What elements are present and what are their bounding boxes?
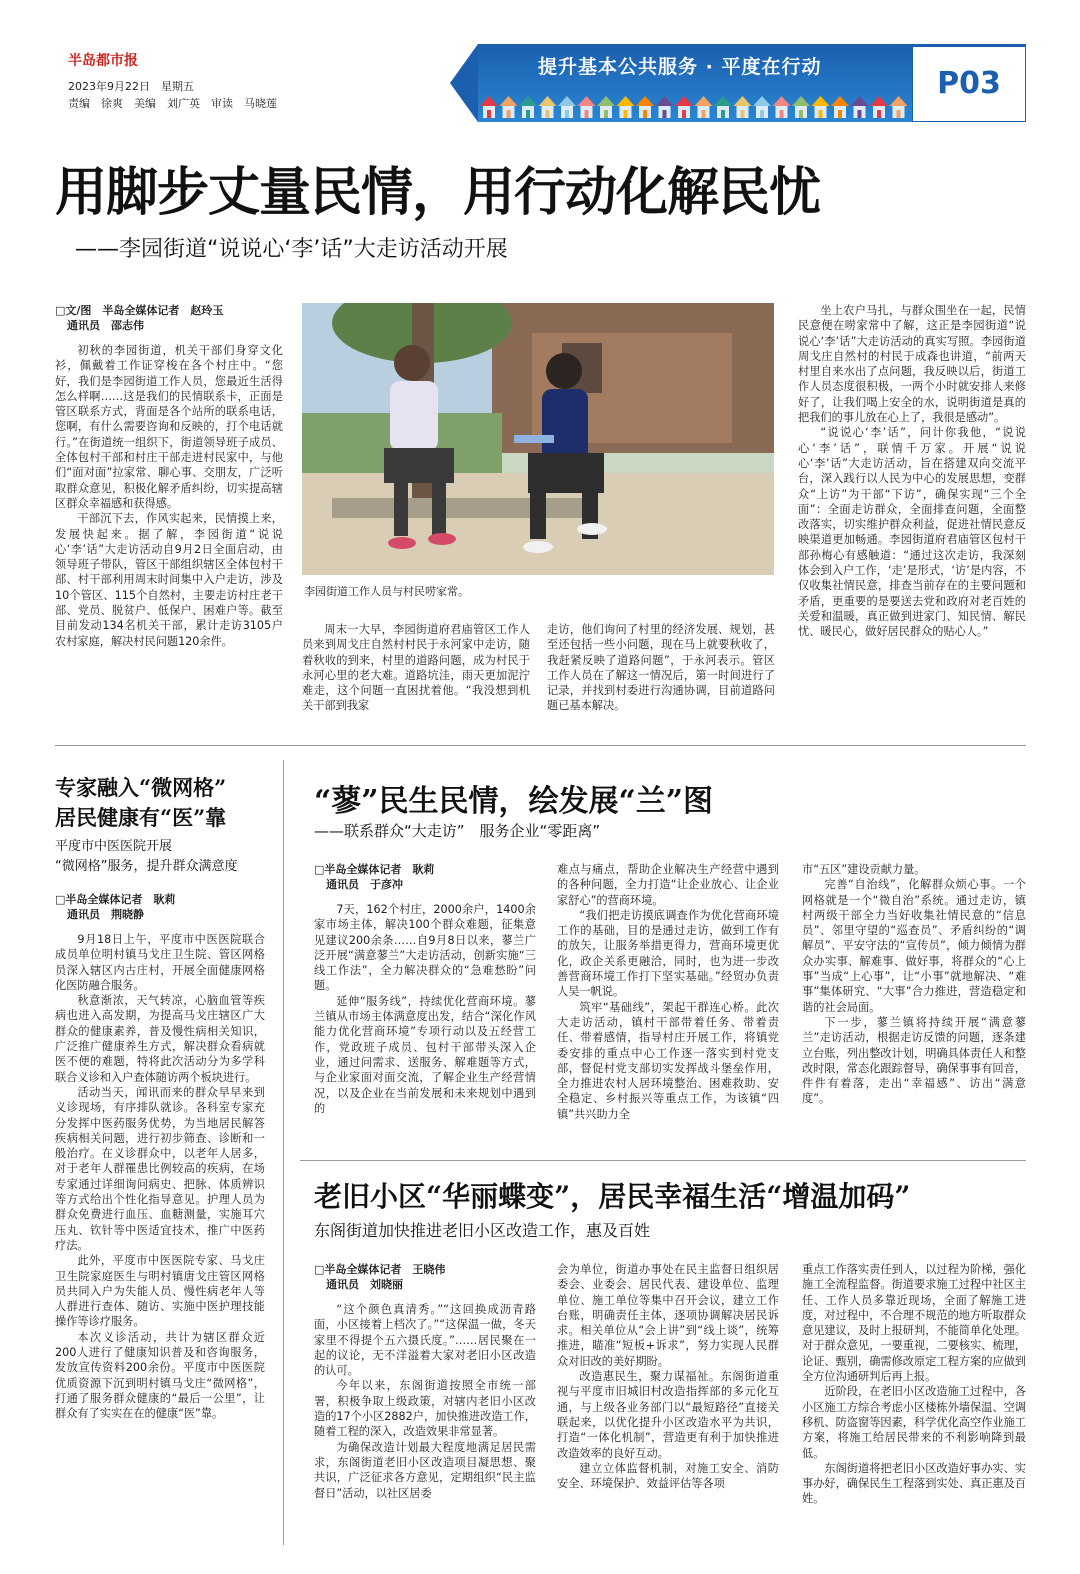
lead-subheadline: ——李园街道“说说心‘李’话”大走访活动开展 [75,237,508,262]
lead-paragraph: 走访，他们询问了村里的经济发展、规划，甚至还包括一些小问题，现在马上就要秋收了，我赶紧反映了道路问题”，于永河表示。管区工作人员在了解这一情况后，第一时间进行了记录，并找到村委进行沟通协调，目前道路问题已基本解决。 [547,623,775,713]
story4-paragraph: 建立立体监督机制，对施工安全、消防安全、环境保护、效益评估等各项 [557,1461,779,1491]
banner-title: 提升基本公共服务 · 平度在行动 [538,56,822,78]
story4-subtitle: 东阁街道加快推进老旧小区改造工作，惠及百姓 [314,1221,651,1240]
story4-paragraph: 改造惠民生，聚力谋福祉。东阁街道重视与平度市旧城旧村改造指挥部的多元化互通，与上级各业务部门以“最短路径”直接关联起来，以优化提升小区改造水平为共识，打造“一体化机制”，营造更有利于加快推进改造效率的良好互动。 [557,1370,779,1460]
house-icon [831,96,849,118]
lead-paragraph: 干部沉下去，作风实起来，民情摸上来，发展快起来。据了解，李园街道“说说心‘李’话”大走访活动自9月2日全面启动，由领导班子带队，管区干部组织辖区全体包村干部、村干部利用周末时间集中入户走访，涉及10个管区、115个自然村，主要走访村庄老干部、党员、脱贫户、低保户、困难户等。截至目前发动134名机关干部，累计走访3105户农村家庭，解决村民问题120余件。 [55,512,283,648]
story3-paragraph: 难点与痛点，帮助企业解决生产经营中遇到的各种问题，全力打造“让企业放心、让企业家舒心”的营商环境。 [557,863,779,907]
story4-paragraph: 东阁街道将把老旧小区改造好事办实、实事办好，确保民生工程落到实处、真正惠及百姓。 [802,1461,1026,1506]
story3-byline-reporter: □半岛全媒体记者 耿莉 [314,863,435,876]
house-icon [617,96,635,118]
column-divider [283,760,284,1545]
lead-byline-correspondent: 通讯员 邵志伟 [67,319,144,332]
story3-paragraph: “我们把走访摸底调查作为优化营商环境工作的基础，目的是通过走访，做到工作有的放矢，让服务举措更得力，营商环境更优化，政企关系更融洽，同时，也为进一步改善营商环境工作打下坚实基础。”经贸办负责人吴一帆说。 [557,908,779,999]
section-divider [300,1160,1026,1161]
story3-column-1 [314,862,536,1152]
house-icon [480,96,498,118]
editors-line: 责编 徐爽 美编 刘广英 审读 马晓莲 [68,97,277,110]
story2-byline-correspondent: 通讯员 荆晓静 [67,908,144,921]
story2-paragraph: 活动当天，闻讯而来的群众早早来到义诊现场，有序排队就诊。各科室专家充分发挥中医药服务优势，为当地居民解答疾病相关问题，进行初步筛查、诊断和一般治疗。在义诊群众中，以老年人居多，对于老年人群罹患比例较高的疾病，在场专家通过详细询问病史、把脉、体质辨识等方式给出个性化指导意见。护理人员为群众免费进行血压、血糖测量，实施耳穴压丸、钦针等中医适宜技术，推广中医药疗法。 [55,1085,265,1252]
house-icon [773,96,791,118]
story2-body [55,892,265,1537]
story4-paragraph: 为确保改造计划最大程度地满足居民需求，东阁街道老旧小区改造项目凝思想、聚共识，广泛征求各方意见，定期组织“民主监督日”活动，以社区居委 [314,1440,536,1500]
story3-byline-correspondent: 通讯员 于彦冲 [326,878,403,891]
photo-illustration [302,303,774,575]
story2-paragraph: 秋意渐浓，天气转凉，心脑血管等疾病也进入高发期，为提高马戈庄辖区广大群众的健康素养，普及慢性病相关知识，广泛推广健康养生方式，解决群众看病就医不便的难题，特将此次活动分为多学科联合义诊和入户查体随访两个板块进行。 [55,994,265,1084]
house-icon [519,96,537,118]
story3-paragraph: 市“五区”建设贡献力量。 [802,863,926,876]
story3-paragraph: 7天，162个村庄，2000余户，1400余家市场主体，解决100个群众难题，征集意见建议200余条……自9月8日以来，蓼兰广泛开展“满意蓼兰”大走访活动，创新实施“三线工作法”，全力解决群众的“急难愁盼”问题。 [314,903,536,993]
lead-photo [302,303,774,575]
story4-paragraph: 重点工作落实责任到人，以过程为阶梯，强化施工全流程监督。街道要求施工过程中社区主任、工作人员多靠近现场，全面了解施工进度，对过程中，不合理不规范的地方听取群众意见建议，及时上报研判，不能简单化处理。对于群众意见，一要重视，二要核实、梳理，论证、甄别，确需修改原定工程方案的应做到全方位沟通研判后再上报。 [802,1263,1026,1384]
story3-subtitle: ——联系群众“大走访” 服务企业“零距离” [314,822,601,840]
lead-column-4 [798,303,1026,723]
story2-byline-reporter: □半岛全媒体记者 耿莉 [55,893,176,906]
story2-subtitle-line2: “微网格”服务，提升群众满意度 [55,859,238,874]
story2-paragraph: 此外，平度市中医医院专家、马戈庄卫生院家庭医生与明村镇唐戈庄管区网格员共同入户为失能人员、慢性病老年人等人群进行查体、随访、实施中医护理技能操作等诊疗服务。 [55,1254,265,1329]
story4-paragraph: “这个颜色真清秀。”“这回换成沥青路面，小区接着上档次了。”“这保温一做，冬天家里不得提个五六摄氏度。”……居民聚在一起的议论，无不洋溢着大家对老旧小区改造的认可。 [314,1303,536,1378]
story2-title-line1: 专家融入“微网格” [55,775,227,800]
house-icon [890,96,908,118]
story4-column-3 [802,1262,1026,1542]
house-icon [558,96,576,118]
story3-paragraph: 下一步，蓼兰镇将持续开展“满意蓼兰”走访活动，根据走访反馈的问题，逐条建立台账，列出整改计划，明确具体责任人和整改时限，常态化跟踪督导，确保事事有回音，件件有着落，走出“幸福感”、访出“满意度”。 [802,1015,1026,1106]
story3-paragraph: 筑牢“基础线”，架起干群连心桥。此次大走访活动，镇村干部带着任务、带着责任、带着感情，指导村庄开展工作，将镇党委安排的重点中心工作逐一落实到村党支部，督促村党支部切实发挥战斗堡垒作用，全力推进农村人居环境整治、困难救助、安全稳定、乡村振兴等重点工作，为该镇“四镇”共兴助力全 [557,1000,779,1121]
story3-column-3 [802,862,1026,1152]
lead-byline-reporter: □文/图 半岛全媒体记者 赵玲玉 [55,304,224,317]
story2-subtitle-line1: 平度市中医医院开展 [55,839,173,854]
house-icon [578,96,596,118]
house-icon [870,96,888,118]
lead-paragraph: 初秋的李园街道，机关干部们身穿文化衫，佩戴着工作证穿梭在各个村庄中。“您好，我们是李园街道工作人员，您最近生活得怎么样啊……这是我们的民情联系卡，正面是管区联系方式，背面是各个站所的联系电话，您啊，有什么需要咨询和反映的，打个电话就行。”在街道统一组织下，街道领导班子成员、全体包村干部和村庄干部走进村民家中，与他们“面对面”拉家常、聊心事、交朋友，广泛听取群众意见，积极化解矛盾纠纷，切实提高辖区群众幸福感和获得感。 [55,344,283,510]
issue-date: 2023年9月22日 星期五 [68,80,194,93]
story4-column-1 [314,1262,536,1542]
house-icon [695,96,713,118]
house-icon [500,96,518,118]
story4-title: 老旧小区“华丽蝶变”，居民幸福生活“增温加码” [314,1180,911,1213]
story3-paragraph: 延伸“服务线”，持续优化营商环境。蓼兰镇从市场主体满意度出发，结合“深化作风能力优化营商环境”专项行动以及五经营工作，党政班子成员、包村干部带头深入企业，通过问需求、送服务、解难题等方式，与企业家面对面交流，了解企业生产经营情况，以及企业在当前发展和未来规划中遇到的 [314,994,536,1115]
story4-paragraph: 近阶段，在老旧小区改造施工过程中，各小区施工方综合考虑小区楼栋外墙保温、空调移机、防盗窗等因素，科学优化高空作业施工方案，将施工给居民带来的不利影响降到最低。 [802,1385,1026,1460]
story3-column-2 [557,862,779,1152]
house-icon [734,96,752,118]
page-number: P03 [912,46,1026,122]
story2-title-line2: 居民健康有“医”靠 [55,805,227,830]
house-icon [851,96,869,118]
house-icon [714,96,732,118]
house-icon [656,96,674,118]
section-banner [450,44,1026,122]
story4-byline-correspondent: 通讯员 刘晓丽 [326,1278,403,1291]
house-icon [792,96,810,118]
story2-paragraph: 9月18日上午，平度市中医医院联合成员单位明村镇马戈庄卫生院、管区网格员深入辖区内古庄村，开展全面健康网格化医防融合服务。 [55,933,265,992]
lead-column-2 [302,622,530,722]
lead-paragraph: 周末一大早，李园街道府君庙管区工作人员来到周戈庄自然村村民于永河家中走访，随着秋收的到来，村里的道路问题，成为村民于永河心里的老大难。道路坑洼，雨天更加泥泞难走，这个问题一直困扰着他。“我没想到机关干部到我家 [302,623,530,713]
story3-title: “蓼”民生民情，绘发展“兰”图 [314,784,714,819]
photo-caption: 李园街道工作人员与村民唠家常。 [304,585,469,598]
story4-column-2 [557,1262,779,1542]
house-icon [812,96,830,118]
newspaper-logo: 半岛都市报 [68,53,138,69]
banner-arrow [450,44,478,122]
house-icon [675,96,693,118]
houses-decoration-icon [480,92,910,120]
lead-paragraph: 坐上农户马扎，与群众围坐在一起，民情民意便在唠家常中了解，这正是李园街道“说说心‘李’话”大走访活动的真实写照。李园街道周戈庄自然村的村民于成森也讲道，“前两天村里自来水出了点问题，我反映以后，街道工作人员态度很积极，一两个小时就安排人来修好了，让我们喝上安全的水，说明街道是真的把我们的事儿放在心上了，我很是感动”。 [798,304,1026,425]
lead-column-1 [55,303,283,723]
story4-byline-reporter: □半岛全媒体记者 王晓伟 [314,1263,446,1276]
house-icon [597,96,615,118]
lead-column-3 [547,622,775,722]
story4-paragraph: 今年以来，东阁街道按照全市统一部署，积极争取上级政策，对辖内老旧小区改造的17个小区2882户，加快推进改造工作，随着工程的深入，改造效果非常显著。 [314,1379,536,1439]
house-icon [539,96,557,118]
section-divider [55,745,1026,746]
lead-paragraph: “说说心‘李’话”，问计你我他，“说说心‘李’话”，联情千万家。开展“说说心‘李’话”大走访活动，旨在搭建双向交流平台，深入践行以人民为中心的发展思想，变群众“上访”为干部“下访”，确保实现“三个全面”：全面走访群众，全面排查问题，全面整改落实，切实维护群众利益，促进社情民意反映渠道更加畅通。李园街道府君庙管区包村干部孙梅心有感触道：“通过这次走访，我深刻体会到入户工作，‘走’是形式，‘访’是内容，不仅收集社情民意，排查当前存在的主要问题和矛盾，更重要的是要送去党和政府对老百姓的关爱和温暖，真正做到进家门、知民情、解民忧、暖民心，做好居民群众的贴心人。” [798,426,1026,639]
story2-paragraph: 本次义诊活动，共计为辖区群众近200人进行了健康知识普及和咨询服务，发放宣传资料200余份。平度市中医医院优质资源下沉到明村镇马戈庄“微网格”，打通了服务群众健康的“最后一公里”，让群众有了实实在在的健康“医”靠。 [55,1330,265,1421]
house-icon [636,96,654,118]
story4-paragraph: 会为单位，街道办事处在民主监督日组织居委会、业委会、居民代表、建设单位、监理单位、施工单位等集中召开会议，建立工作台账，明确责任主体，逐项协调解决居民诉求。相关单位从“会上讲”到“线上谈”，统筹推进，瞄准“短板+诉求”，努力实现人民群众对旧改的美好期盼。 [557,1263,779,1368]
house-icon [753,96,771,118]
lead-headline: 用脚步丈量民情，用行动化解民忧 [55,162,821,223]
story3-paragraph: 完善“自治线”，化解群众烦心事。一个网格就是一个“微自治”系统。通过走访，镇村两级干部全力当好收集社情民意的“信息员”、邻里守望的“巡查员”、矛盾纠纷的“调解员”、平安守法的“宣传员”，倾力倾情为群众办实事、解难事、做好事，将群众的“心上事”当成“上心事”，让“小事”就地解决、“难事”集体研究、“大事”合力推进，营造稳定和谐的社会局面。 [802,878,1026,1014]
